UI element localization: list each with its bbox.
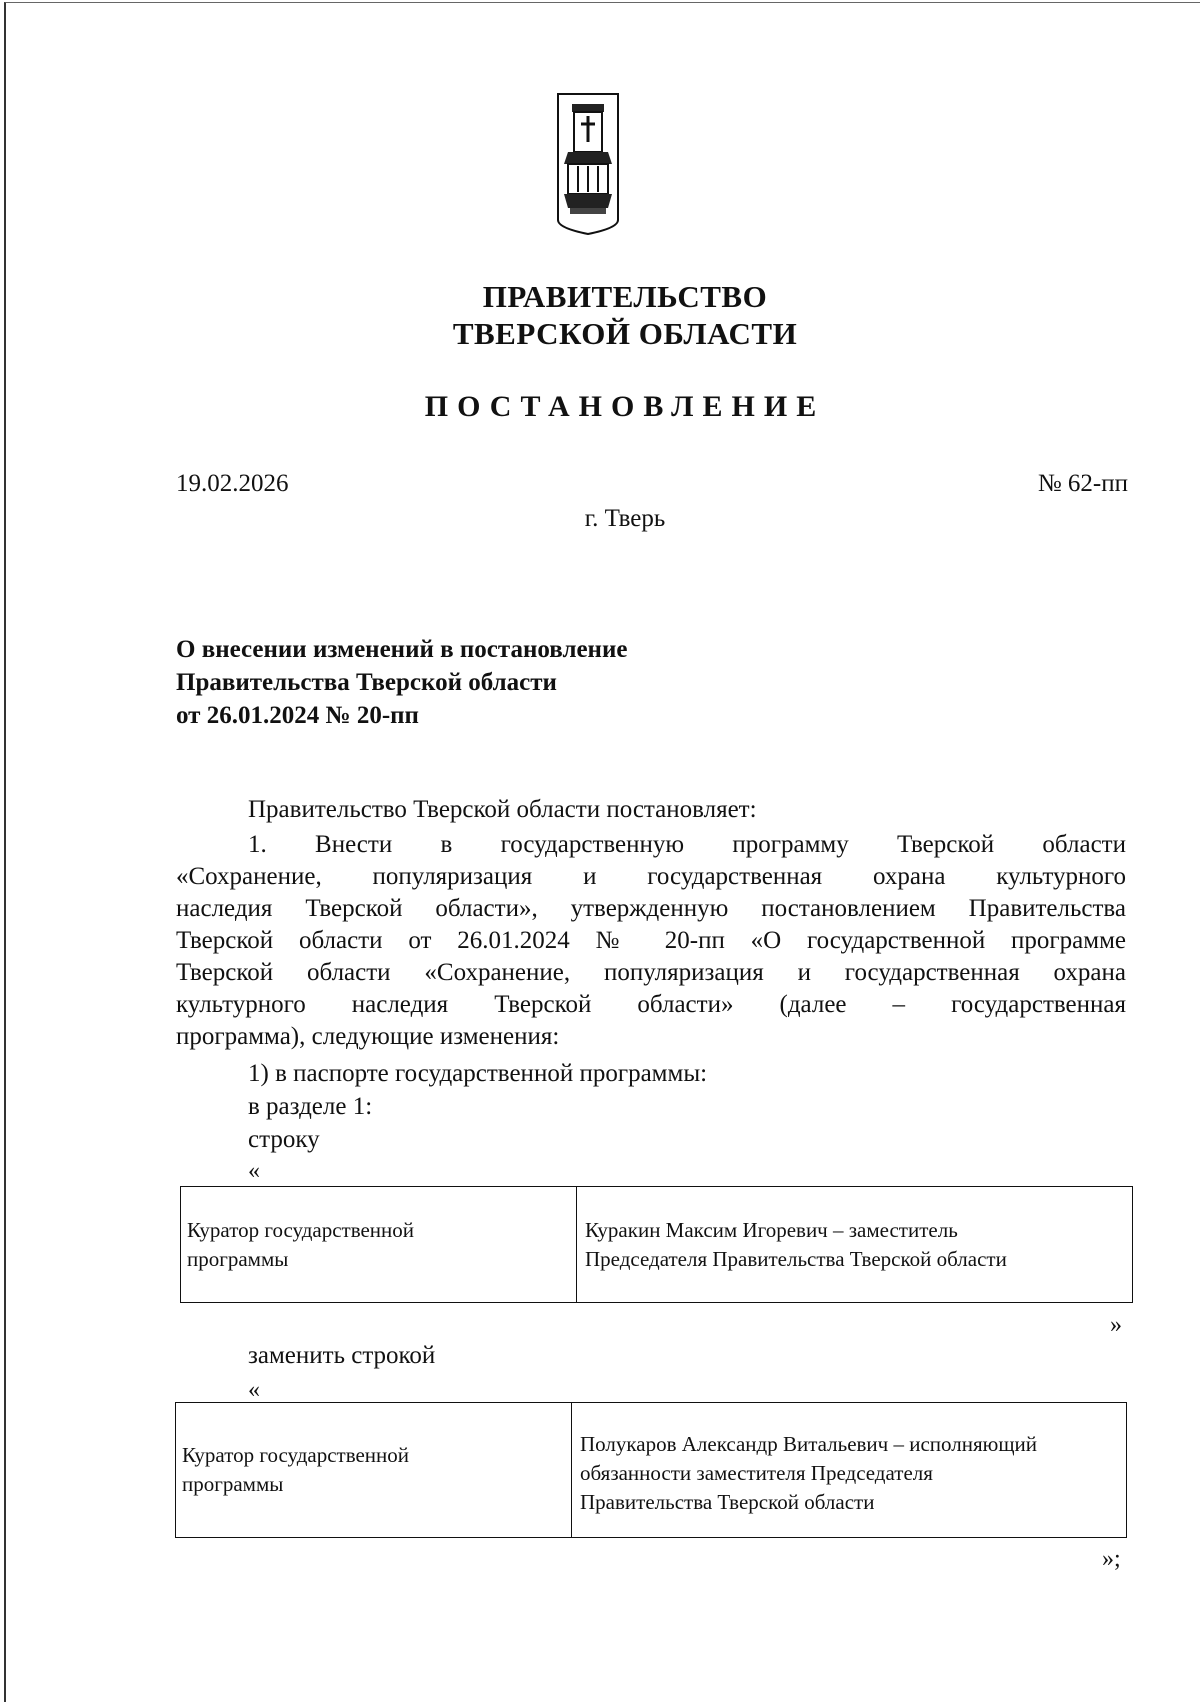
replace-with-text: заменить строкой (248, 1342, 436, 1369)
table-value-cell (572, 1403, 1126, 1537)
paragraph-line: культурного наследия Тверской области» (далее – государственная (176, 991, 1126, 1018)
paragraph-line: Тверской области «Сохранение, популяризация и государственная охрана (176, 959, 1126, 986)
open-quote: « (248, 1158, 260, 1184)
table-label-cell (181, 1187, 577, 1302)
cell-line: обязанности заместителя Председателя (580, 1461, 933, 1485)
cell-line: Куратор государственной (182, 1443, 410, 1467)
cell-line: программы (187, 1246, 289, 1271)
tver-coat-of-arms-icon (556, 92, 620, 236)
old-curator-table (180, 1186, 1133, 1303)
document-date: 19.02.2026 (176, 470, 289, 497)
subject-line: Правительства Тверской области (176, 669, 557, 696)
section-reference: в разделе 1: (248, 1093, 373, 1120)
subject-line: О внесении изменений в постановление (176, 636, 628, 663)
subject-line: от 26.01.2024 № 20-пп (176, 702, 419, 729)
open-quote: « (248, 1377, 260, 1403)
government-title-line1: ПРАВИТЕЛЬСТВО (482, 279, 768, 314)
document-subject (176, 633, 627, 732)
document-type: ПОСТАНОВЛЕНИЕ (424, 390, 826, 423)
paragraph-line: «Сохранение, популяризация и государственная охрана культурного (176, 863, 1126, 890)
table-label-cell (176, 1403, 572, 1537)
paragraph-line: 1. Внести в государственную программу Тверской области (248, 831, 1126, 858)
new-curator-table (175, 1402, 1127, 1538)
table-value-cell (577, 1187, 1132, 1302)
cell-line: Куратор государственной (187, 1217, 415, 1242)
cell-line: программы (182, 1472, 284, 1496)
cell-line: Правительства Тверской области (580, 1490, 875, 1514)
document-city: г. Тверь (584, 505, 666, 532)
cell-line: Председателя Правительства Тверской области (585, 1246, 1007, 1271)
document-number: № 62-пп (1037, 470, 1128, 497)
close-quote-semicolon: »; (1102, 1546, 1121, 1572)
cell-line: Куракин Максим Игоревич – заместитель (585, 1217, 958, 1242)
subpoint-1: 1) в паспорте государственной программы: (248, 1060, 708, 1087)
cell-line: Полукаров Александр Витальевич – исполняющий (580, 1432, 1037, 1456)
paragraph-line: Тверской области от 26.01.2024 № 20-пп «О государственной программе (176, 927, 1126, 954)
row-word: строку (248, 1126, 320, 1153)
close-quote: » (1110, 1312, 1122, 1338)
government-title-line2: ТВЕРСКОЙ ОБЛАСТИ (452, 316, 798, 351)
paragraph-line: программа), следующие изменения: (176, 1023, 560, 1050)
paragraph-line: наследия Тверской области», утвержденную постановлением Правительства (176, 895, 1126, 922)
intro-paragraph: Правительство Тверской области постановляет: (248, 796, 757, 823)
